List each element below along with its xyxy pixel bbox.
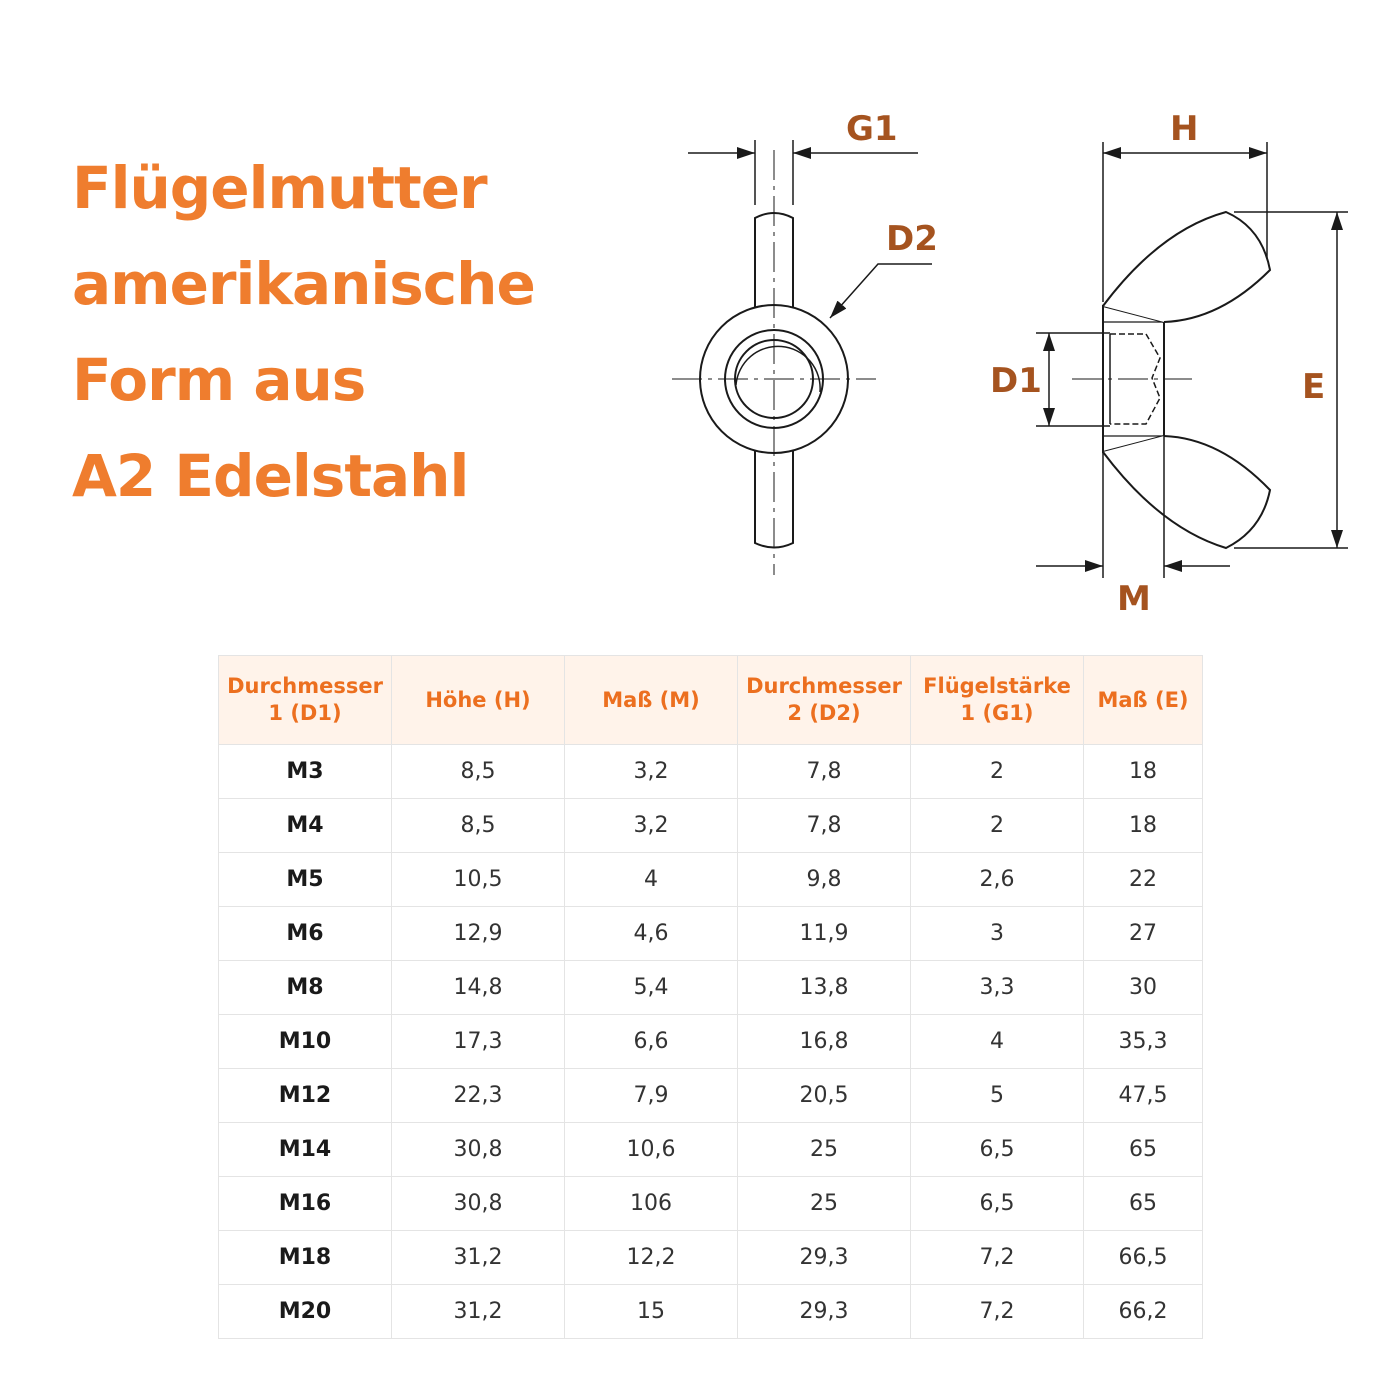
cell-size: M16 <box>219 1177 392 1231</box>
label-g1: G1 <box>846 109 898 149</box>
table-row <box>219 1069 1203 1123</box>
cell-e: 30 <box>1084 961 1203 1015</box>
cell-d2: 7,8 <box>738 745 911 799</box>
cell-m: 15 <box>565 1285 738 1339</box>
side-view <box>1036 142 1348 578</box>
wing-nut-technical-drawing <box>650 90 1370 630</box>
cell-d2: 25 <box>738 1177 911 1231</box>
cell-e: 47,5 <box>1084 1069 1203 1123</box>
cell-d2: 25 <box>738 1123 911 1177</box>
cell-d2: 13,8 <box>738 961 911 1015</box>
cell-g1: 2,6 <box>911 853 1084 907</box>
cell-h: 31,2 <box>392 1231 565 1285</box>
cell-d2: 11,9 <box>738 907 911 961</box>
side-lower-wing <box>1103 436 1270 548</box>
page-title <box>72 140 632 524</box>
cell-g1: 2 <box>911 745 1084 799</box>
cell-size: M3 <box>219 745 392 799</box>
cell-m: 106 <box>565 1177 738 1231</box>
cell-h: 14,8 <box>392 961 565 1015</box>
table-row <box>219 745 1203 799</box>
cell-size: M6 <box>219 907 392 961</box>
cell-g1: 3,3 <box>911 961 1084 1015</box>
table-header-row <box>219 656 1203 745</box>
cell-m: 12,2 <box>565 1231 738 1285</box>
cell-h: 22,3 <box>392 1069 565 1123</box>
cell-g1: 3 <box>911 907 1084 961</box>
side-upper-wing <box>1103 212 1270 322</box>
cell-e: 18 <box>1084 799 1203 853</box>
cell-h: 10,5 <box>392 853 565 907</box>
table-row <box>219 907 1203 961</box>
cell-size: M4 <box>219 799 392 853</box>
cell-h: 31,2 <box>392 1285 565 1339</box>
label-m: M <box>1117 579 1151 619</box>
title-line-1: Flügelmutter <box>72 154 487 222</box>
cell-m: 3,2 <box>565 799 738 853</box>
header-m: Maß (M) <box>565 656 738 745</box>
cell-d2: 29,3 <box>738 1285 911 1339</box>
cell-m: 3,2 <box>565 745 738 799</box>
cell-h: 8,5 <box>392 745 565 799</box>
cell-e: 66,2 <box>1084 1285 1203 1339</box>
cell-size: M18 <box>219 1231 392 1285</box>
cell-m: 7,9 <box>565 1069 738 1123</box>
title-line-4: A2 Edelstahl <box>72 442 469 510</box>
cell-h: 17,3 <box>392 1015 565 1069</box>
cell-m: 6,6 <box>565 1015 738 1069</box>
table-body <box>219 745 1203 1339</box>
table-row <box>219 1123 1203 1177</box>
cell-g1: 5 <box>911 1069 1084 1123</box>
cell-size: M20 <box>219 1285 392 1339</box>
cell-g1: 2 <box>911 799 1084 853</box>
cell-size: M5 <box>219 853 392 907</box>
cell-e: 27 <box>1084 907 1203 961</box>
label-e: E <box>1302 367 1326 407</box>
table-row <box>219 799 1203 853</box>
cell-h: 12,9 <box>392 907 565 961</box>
cell-g1: 6,5 <box>911 1123 1084 1177</box>
header-e: Maß (E) <box>1084 656 1203 745</box>
cell-g1: 7,2 <box>911 1285 1084 1339</box>
header-d1: Durchmesser 1 (D1) <box>219 656 392 745</box>
label-d2: D2 <box>886 219 938 259</box>
cell-g1: 4 <box>911 1015 1084 1069</box>
cell-e: 65 <box>1084 1123 1203 1177</box>
table-row <box>219 1015 1203 1069</box>
table-row <box>219 961 1203 1015</box>
table-row <box>219 1231 1203 1285</box>
cell-size: M12 <box>219 1069 392 1123</box>
cell-size: M14 <box>219 1123 392 1177</box>
cell-g1: 7,2 <box>911 1231 1084 1285</box>
cell-e: 18 <box>1084 745 1203 799</box>
table-row <box>219 1285 1203 1339</box>
table-row <box>219 853 1203 907</box>
label-h: H <box>1170 109 1199 149</box>
cell-d2: 20,5 <box>738 1069 911 1123</box>
cell-g1: 6,5 <box>911 1177 1084 1231</box>
cell-m: 10,6 <box>565 1123 738 1177</box>
cell-size: M10 <box>219 1015 392 1069</box>
title-line-2: amerikanische <box>72 250 535 318</box>
cell-d2: 16,8 <box>738 1015 911 1069</box>
cell-e: 65 <box>1084 1177 1203 1231</box>
dimensions-table <box>218 655 1203 1339</box>
cell-d2: 9,8 <box>738 853 911 907</box>
header-h: Höhe (H) <box>392 656 565 745</box>
header-d2: Durchmesser 2 (D2) <box>738 656 911 745</box>
table-row <box>219 1177 1203 1231</box>
label-d1: D1 <box>990 361 1042 401</box>
header-g1: Flügelstärke 1 (G1) <box>911 656 1084 745</box>
d2-leader <box>830 264 932 318</box>
cell-d2: 29,3 <box>738 1231 911 1285</box>
cell-e: 22 <box>1084 853 1203 907</box>
cell-m: 4,6 <box>565 907 738 961</box>
cell-h: 30,8 <box>392 1177 565 1231</box>
cell-m: 5,4 <box>565 961 738 1015</box>
cell-m: 4 <box>565 853 738 907</box>
cell-e: 66,5 <box>1084 1231 1203 1285</box>
front-view <box>672 140 932 575</box>
cell-d2: 7,8 <box>738 799 911 853</box>
cell-size: M8 <box>219 961 392 1015</box>
title-line-3: Form aus <box>72 346 366 414</box>
cell-e: 35,3 <box>1084 1015 1203 1069</box>
cell-h: 8,5 <box>392 799 565 853</box>
cell-h: 30,8 <box>392 1123 565 1177</box>
